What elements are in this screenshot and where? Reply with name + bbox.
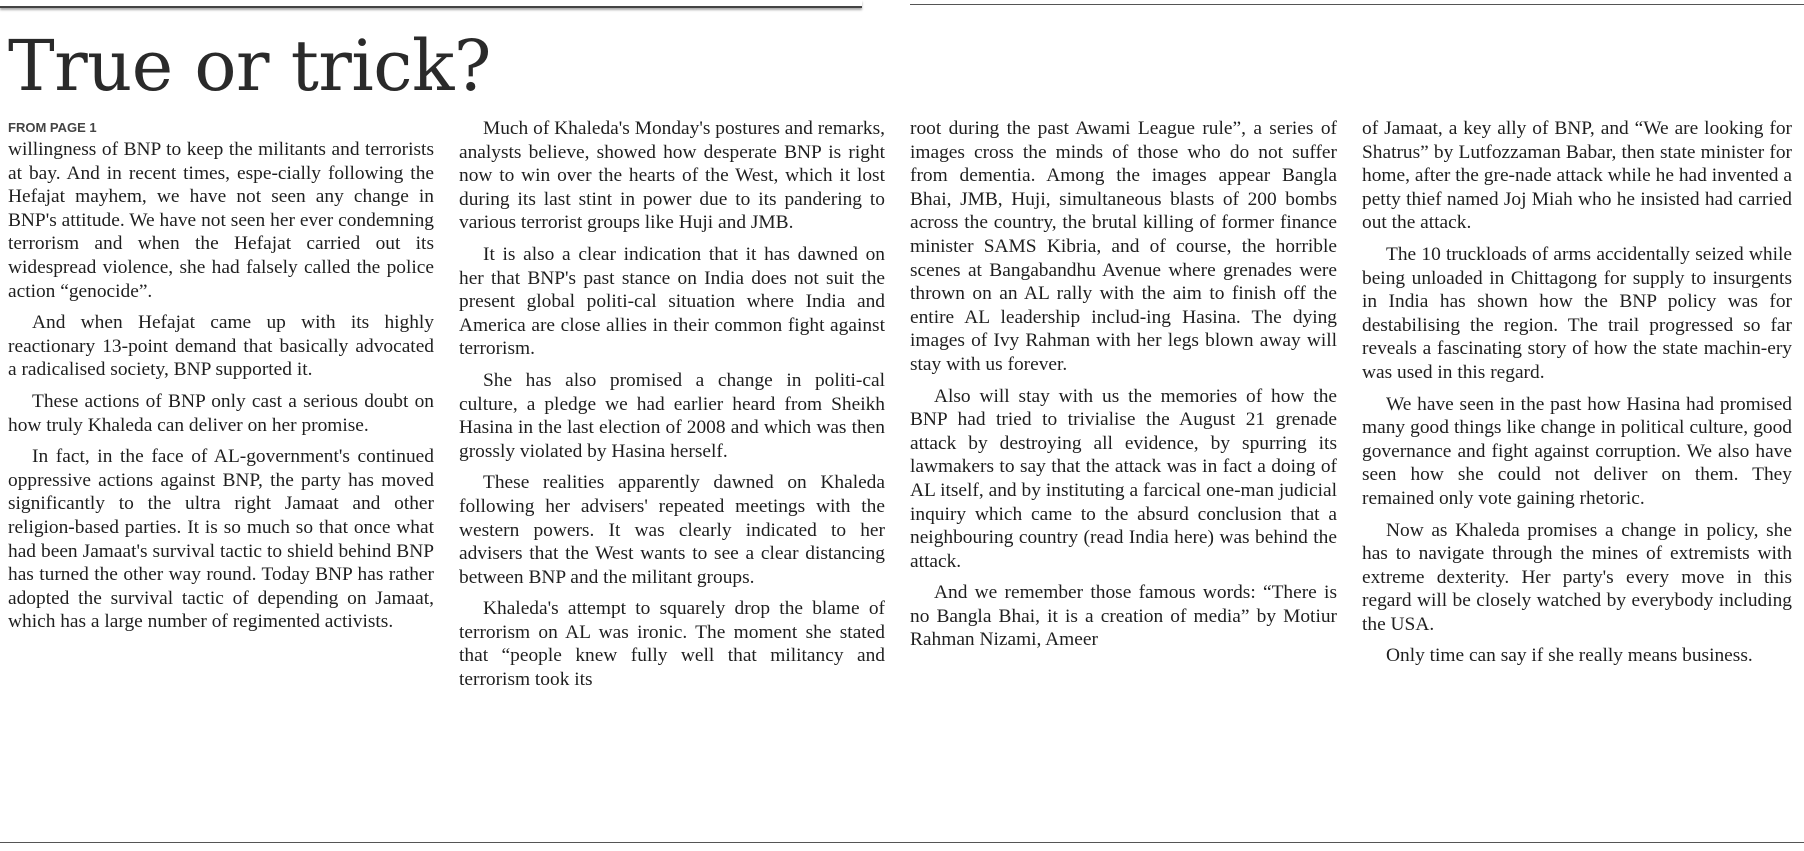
column-4 — [1362, 117, 1792, 668]
paragraph: Now as Khaleda promises a change in policy, she has to navigate through the mines of extremists with extreme dexterity. Her party's every move in this regard will be closely watched by everybody including the USA. — [1362, 519, 1792, 635]
paragraph: We have seen in the past how Hasina had promised many good things like change in political culture, good governance and fight against corruption. We also have seen how she could not deliver on them. They remained only vote gaining rhetoric. — [1362, 393, 1792, 509]
paragraph: In fact, in the face of AL-government's continued oppressive actions against BNP, the party has moved significantly to the ultra right Jamaat and other religion-based parties. It is so much so that once what had been Jamaat's survival tactic to shield behind BNP has turned the other way round. Today BNP has rather adopted the survival tactic of depending on Jamaat, which has a large number of regimented activists. — [8, 446, 434, 633]
paragraph: These realities apparently dawned on Khaleda following her advisers' repeated meetings with the western powers. It was clearly indicated to her advisers that the West wants to see a clear distancing between BNP and the militant groups. — [459, 472, 885, 588]
paragraph: Khaleda's attempt to squarely drop the blame of terrorism on AL was ironic. The moment she stated that “people knew fully well that militancy and terrorism took its — [459, 598, 885, 691]
top-rule-left — [0, 0, 862, 8]
paragraph: Also will stay with us the memories of how the BNP had tried to trivialise the August 21 grenade attack by destroying all evidence, by spurring its lawmakers to say that the attack was in fact a doing of AL itself, and by instituting a farcical one-man judicial inquiry which came to the absurd conclusion that a neighbouring country (read India here) was behind the attack. — [910, 385, 1337, 572]
top-rule-right — [910, 4, 1804, 5]
paragraph: She has also promised a change in politi-cal culture, a pledge we had earlier heard from Sheikh Hasina in the last election of 2008 and which was then grossly violated by Hasina herself. — [459, 369, 885, 462]
paragraph: willingness of BNP to keep the militants and terrorists at bay. And in recent times, espe-cially following the Hefajat mayhem, we have not seen any change in BNP's attitude. We have not seen her ever condemning terrorism and when the Hefajat carried out its widespread violence, she had falsely called the police action “genocide”. — [8, 139, 434, 302]
paragraph: of Jamaat, a key ally of BNP, and “We are looking for Shatrus” by Lutfozzaman Babar, then state minister for home, after the gre-nade attack while he had invented a petty thief named Joj Miah who he insisted had carried out the attack. — [1362, 118, 1792, 234]
paragraph: Only time can say if she really means business. — [1386, 645, 1753, 667]
paragraph: These actions of BNP only cast a serious doubt on how truly Khaleda can deliver on her promise. — [8, 390, 434, 436]
bottom-rule — [0, 842, 1804, 843]
column-1 — [8, 138, 434, 634]
headline: True or trick? — [8, 25, 491, 107]
paragraph: Much of Khaleda's Monday's postures and remarks, analysts believe, showed how desperate BNP is right now to win over the hearts of the West, which it lost during its last stint in power due to its pandering to various terrorist groups like Huji and JMB. — [459, 118, 885, 234]
column-2 — [459, 117, 885, 692]
column-3 — [910, 117, 1337, 652]
paragraph: And we remember those famous words: “There is no Bangla Bhai, it is a creation of media” by Motiur Rahman Nizami, Ameer — [910, 582, 1337, 651]
paragraph: It is also a clear indication that it has dawned on her that BNP's past stance on India does not suit the present global politi-cal situation where India and America are close allies in their common fight against terrorism. — [459, 243, 885, 360]
paragraph: The 10 truckloads of arms accidentally seized while being unloaded in Chittagong for supply to insurgents in India has shown how the BNP policy was for destabilising the region. The trail progressed so far reveals a fascinating story of how the state machin-ery was used in this regard. — [1362, 243, 1792, 383]
paragraph: root during the past Awami League rule”, a series of images cross the minds of those who do not suffer from dementia. Among the images appear Bangla Bhai, JMB, Huji, simultaneous blasts of 200 bombs across the country, the brutal killing of former finance minister SAMS Kibria, and of course, the horrible scenes at Bangabandhu Avenue where grenades were thrown on an AL rally with the aim to finish off the entire AL leadership includ-ing Hasina. The dying images of Ivy Rahman with her legs blown away will stay with us forever. — [910, 118, 1337, 375]
paragraph: And when Hefajat came up with its highly reactionary 13-point demand that basically advocated a radicalised society, BNP supported it. — [8, 312, 434, 381]
from-page-kicker: FROM PAGE 1 — [8, 120, 97, 135]
